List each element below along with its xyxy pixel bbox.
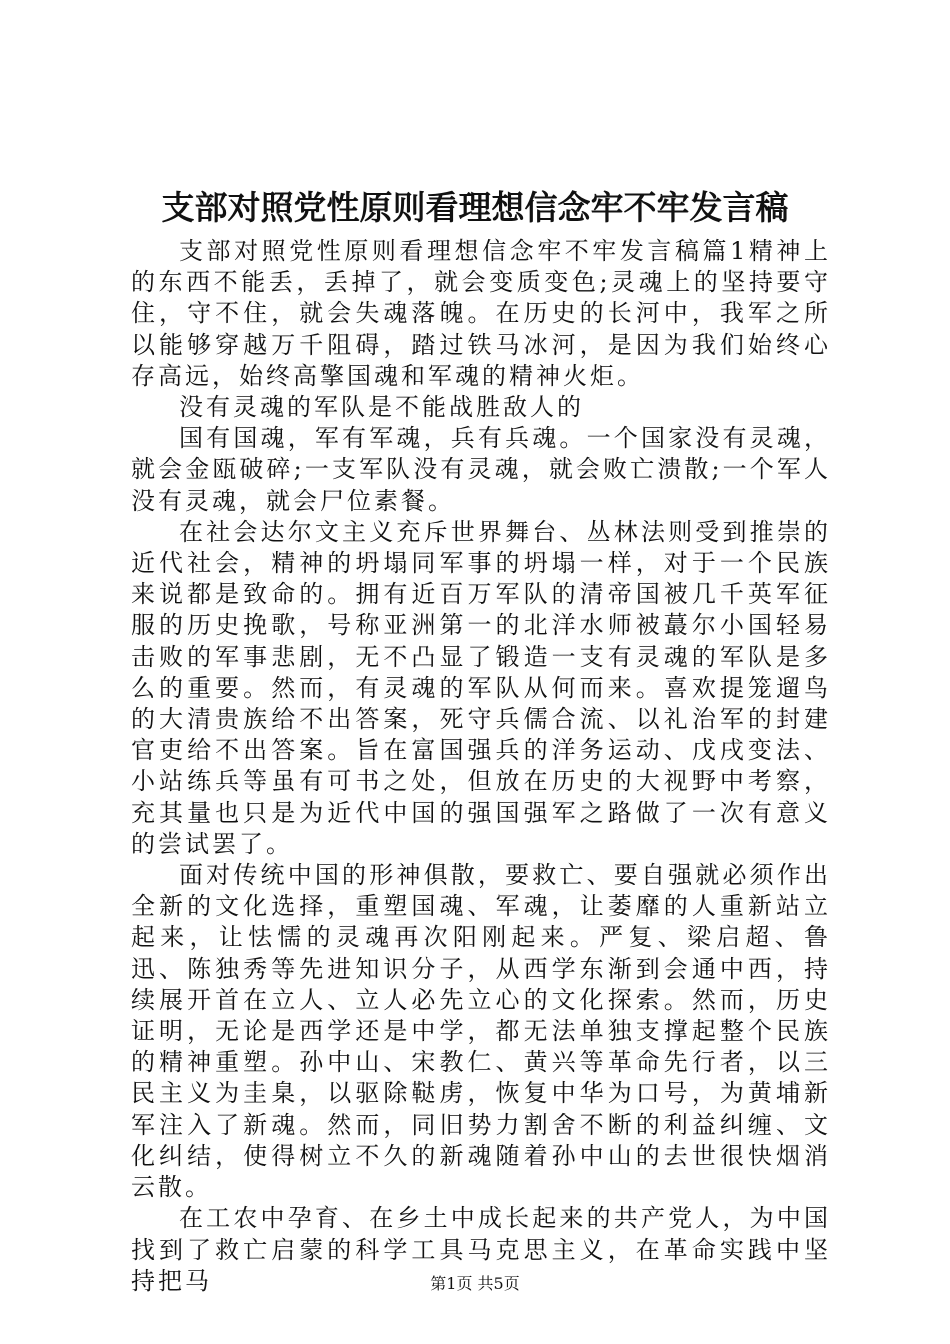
document-title: 支部对照党性原则看理想信念牢不牢发言稿 [161, 188, 789, 227]
paragraph-5: 面对传统中国的形神俱散，要救亡、要自强就必须作出全新的文化选择，重塑国魂、军魂，让萎靡的人重新站立起来，让怯懦的灵魂再次阳刚起来。严复、梁启超、鲁迅、陈独秀等先进知识分子，从西学东渐到会通中西，持续展开首在立人、立人必先立心的文化探索。然而，历史证明，无论是西学还是中学，都无法单独支撑起整个民族的精神重塑。孙中山、宋教仁、黄兴等革命先行者，以三民主义为圭臬，以驱除鞑虏，恢复中华为口号，为黄埔新军注入了新魂。然而，同旧势力割舍不断的利益纠缠、文化纠结，使得树立不久的新魂随着孙中山的去世很快烟消云散。 [131, 861, 831, 1202]
paragraph-3: 国有国魂，军有军魂，兵有兵魂。一个国家没有灵魂，就会金瓯破碎;一支军队没有灵魂，就会败亡溃散;一个军人没有灵魂，就会尸位素餐。 [131, 424, 831, 515]
paragraph-1: 支部对照党性原则看理想信念牢不牢发言稿篇1精神上的东西不能丢，丢掉了，就会变质变色;灵魂上的坚持要守住，守不住，就会失魂落魄。在历史的长河中，我军之所以能够穿越万千阻碍，踏过铁马冰河，是因为我们始终心存高远，始终高擎国魂和军魂的精神火炬。 [131, 237, 831, 390]
document-body [131, 236, 831, 1297]
page-number-footer: 第1页 共5页 [430, 1274, 520, 1293]
paragraph-4: 在社会达尔文主义充斥世界舞台、丛林法则受到推崇的近代社会，精神的坍塌同军事的坍塌一样，对于一个民族来说都是致命的。拥有近百万军队的清帝国被几千英军征服的历史挽歌，号称亚洲第一的北洋水师被蕞尔小国轻易击败的军事悲剧，无不凸显了锻造一支有灵魂的军队是多么的重要。然而，有灵魂的军队从何而来。喜欢提笼遛鸟的大清贵族给不出答案，死守兵儒合流、以礼治军的封建官吏给不出答案。旨在富国强兵的洋务运动、戊戌变法、小站练兵等虽有可书之处，但放在历史的大视野中考察，充其量也只是为近代中国的强国强军之路做了一次有意义的尝试罢了。 [131, 517, 831, 858]
paragraph-2: 没有灵魂的军队是不能战胜敌人的 [179, 393, 584, 422]
paragraph-6: 在工农中孕育、在乡土中成长起来的共产党人，为中国找到了救亡启蒙的科学工具马克思主义，在革命实践中坚持把马 [131, 1204, 831, 1295]
